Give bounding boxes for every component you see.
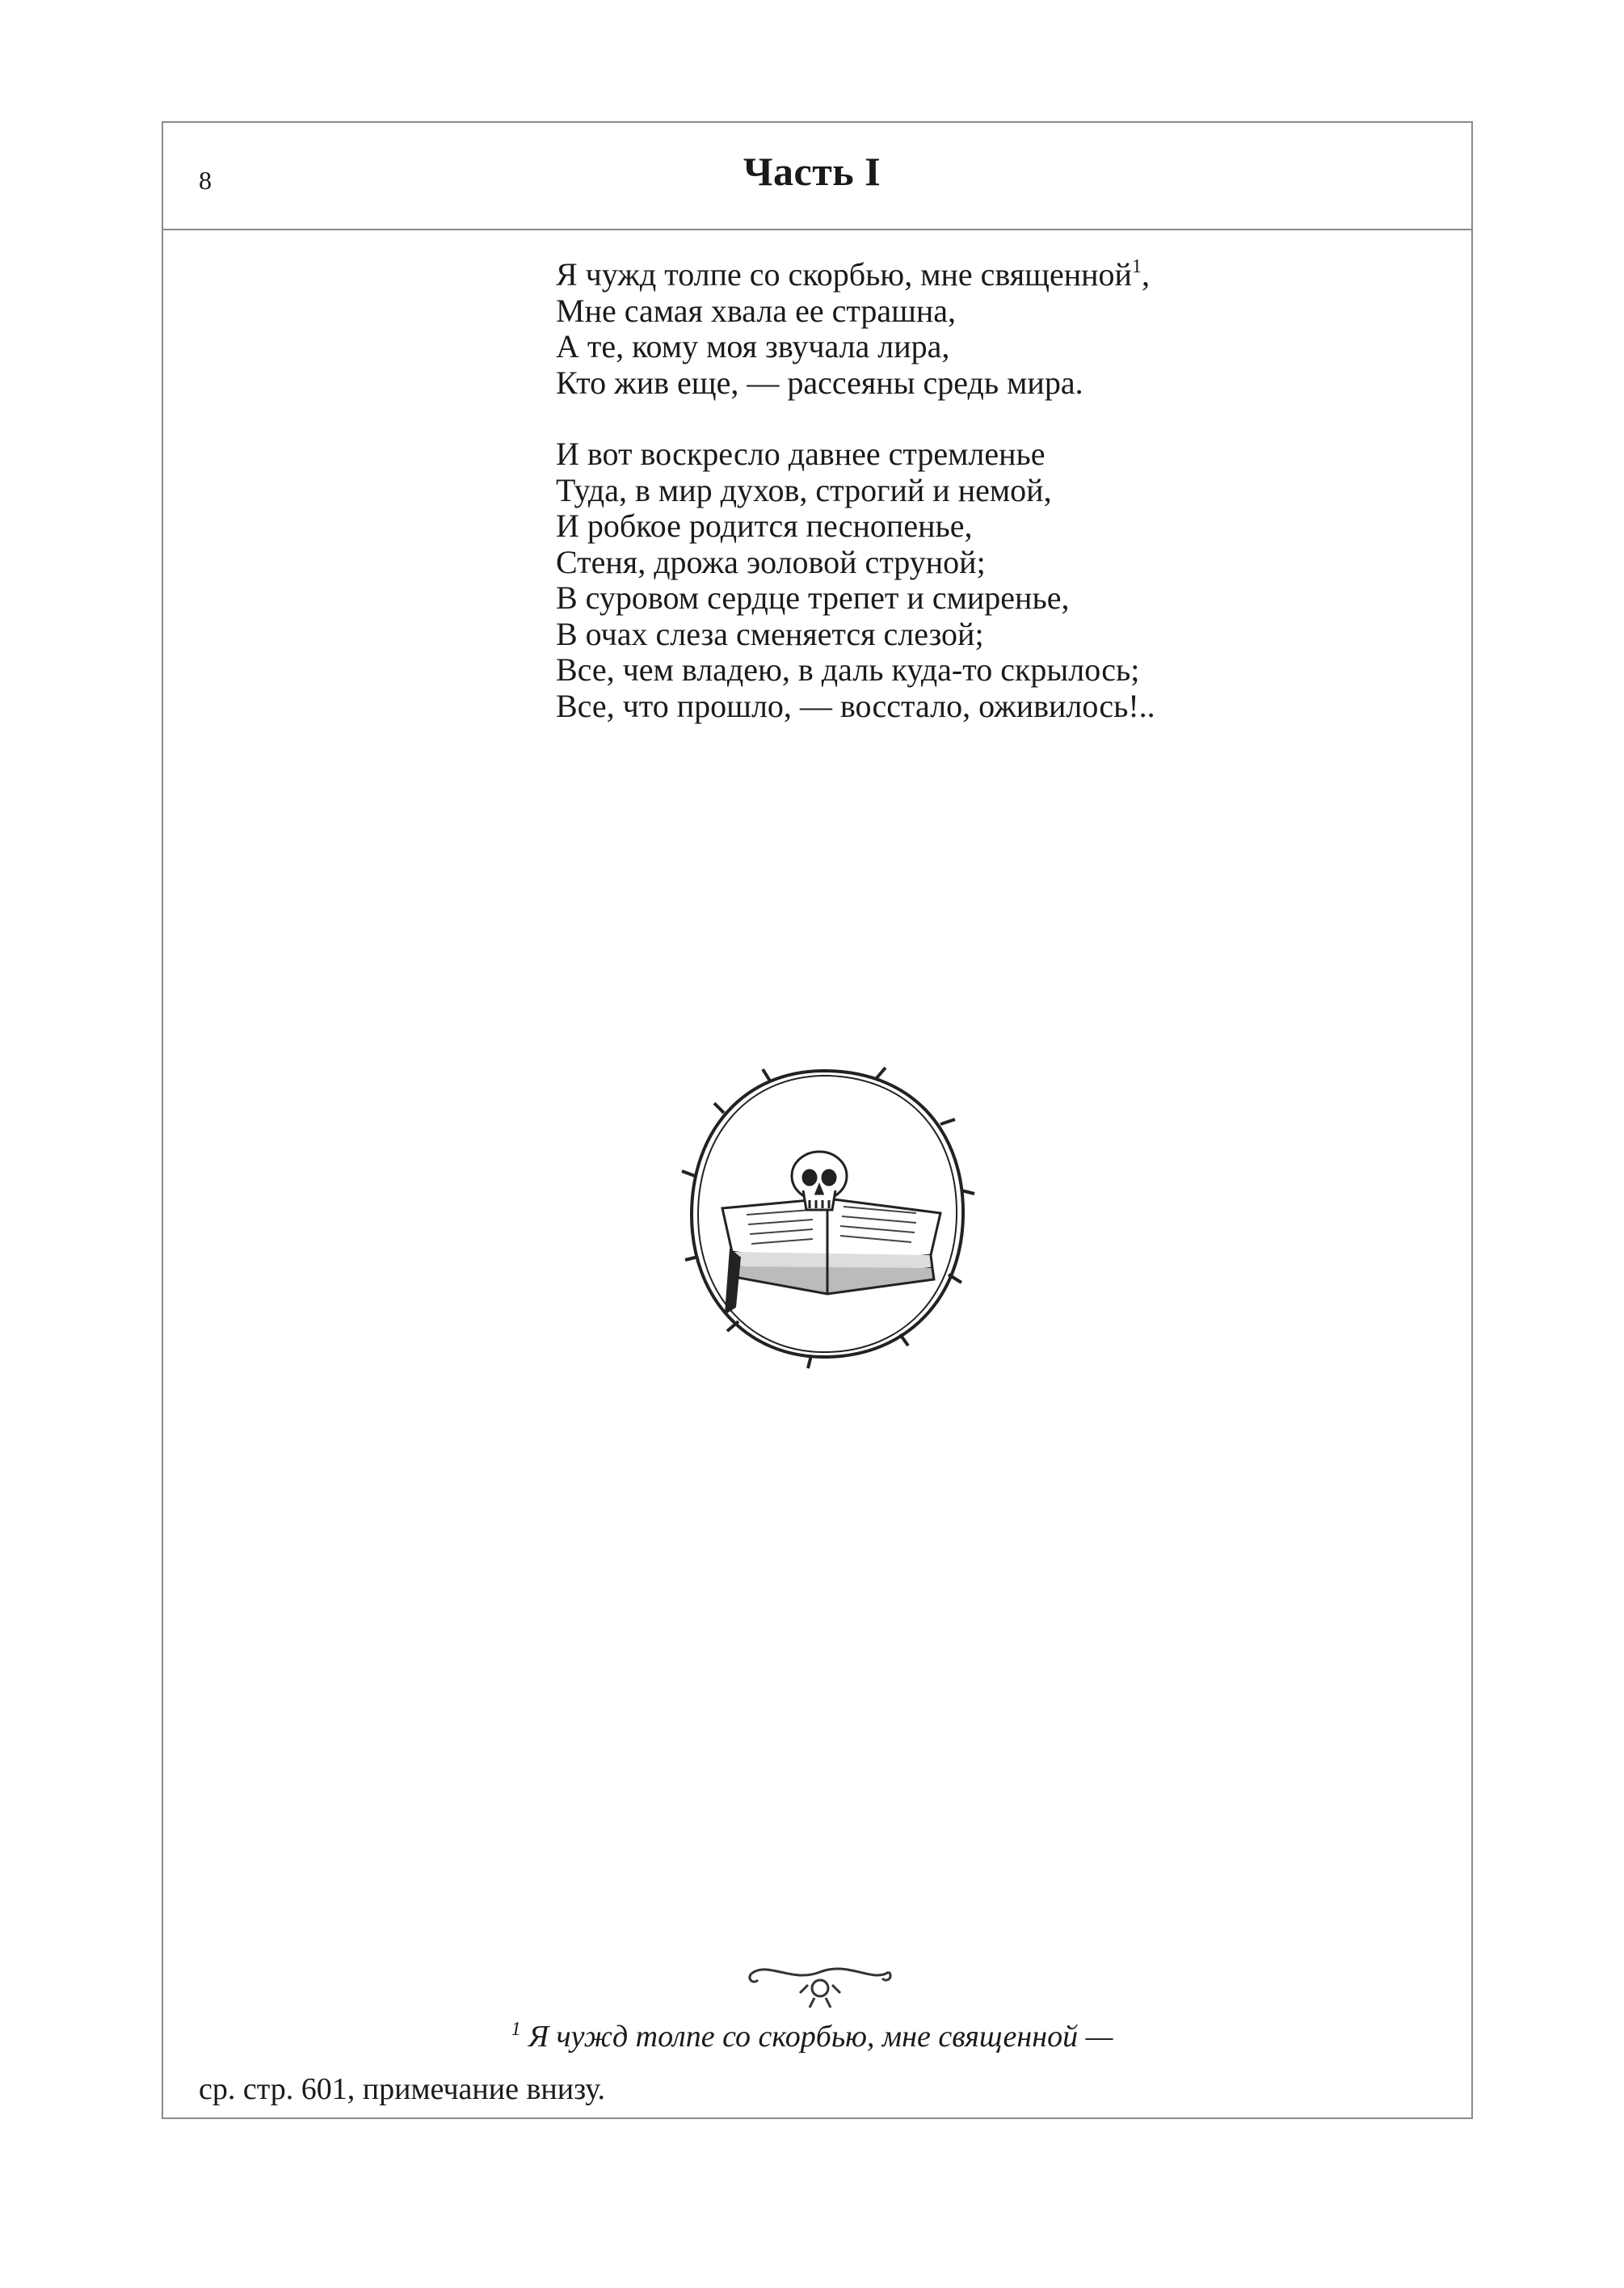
poem-line: И робкое родится песнопенье, bbox=[556, 508, 973, 544]
header-rule bbox=[162, 229, 1473, 230]
poem-line: Все, что прошло, — восстало, оживилось!.. bbox=[556, 687, 1155, 724]
poem-line: Все, чем владею, в даль куда-то скрылось; bbox=[556, 651, 1140, 688]
poem-line: Кто жив еще, — рассеяны средь мира. bbox=[556, 364, 1083, 401]
poem-line: В очах слеза сменяется слезой; bbox=[556, 615, 984, 652]
poem-line: Туда, в мир духов, строгий и немой, bbox=[556, 471, 1052, 508]
ornament-divider bbox=[743, 1956, 897, 2011]
footnote-reference[interactable]: 1 bbox=[1131, 256, 1142, 277]
footnote-marker: 1 bbox=[511, 2019, 521, 2040]
poem-line: Мне самая хвала ее страшна, bbox=[556, 292, 957, 329]
page-number: 8 bbox=[199, 166, 212, 195]
poem-line: В суровом сердце трепет и смиренье, bbox=[556, 579, 1070, 616]
stanza-1 bbox=[556, 257, 1283, 401]
skull-book-vignette bbox=[674, 1055, 981, 1374]
poem-line: И вот воскресло давнее стремленье bbox=[556, 436, 1046, 472]
poem-line: Я чужд толпе со скорбью, мне священной$^1$, bbox=[556, 256, 1150, 293]
poem bbox=[556, 257, 1283, 724]
poem-line: Стеня, дрожа эоловой струной; bbox=[556, 543, 986, 580]
footnote-continuation: ср. стр. 601, примечание внизу. bbox=[199, 2072, 605, 2106]
poem-line: А те, кому моя звучала лира, bbox=[556, 328, 950, 364]
stanza-2 bbox=[556, 436, 1283, 724]
footnote: $^1$ Я чужд толпе со скорбью, мне священной — bbox=[511, 2019, 1113, 2054]
running-title: Часть I bbox=[743, 149, 881, 194]
